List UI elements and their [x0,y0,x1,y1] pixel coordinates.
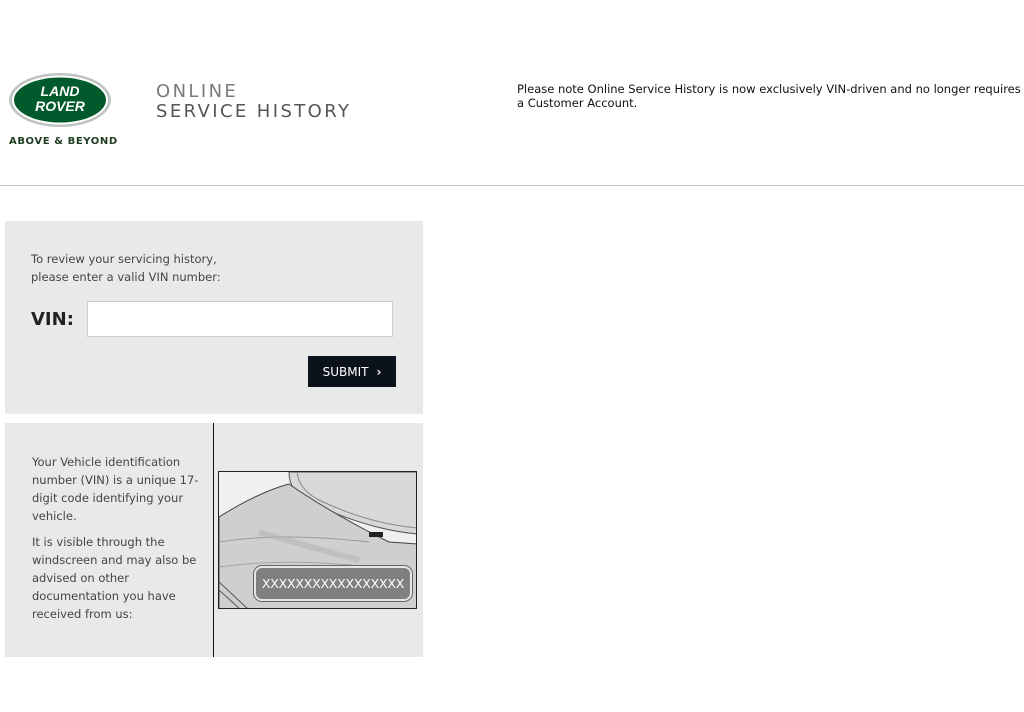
service-notice: Please note Online Service History is now exclusively VIN-driven and no longer requires a Customer Account. [517,82,1021,110]
svg-text:LAND: LAND [40,83,80,99]
page-title [156,82,351,122]
vin-intro-text [31,250,291,286]
chevron-right-icon: › [376,364,382,379]
svg-text:ROVER: ROVER [35,98,85,114]
submit-button[interactable] [308,356,396,387]
land-rover-logo[interactable] [8,72,114,130]
land-rover-logo-graphic [8,72,114,130]
vin-info-paragraph-2: It is visible through the windscreen and may also be advised on other documentation you have received from us: [32,535,197,621]
vin-info-paragraph-1: Your Vehicle identification number (VIN) is a unique 17-digit code identifying your vehicle. [32,455,199,523]
vin-entry-panel [5,221,423,414]
panel-divider [213,423,214,657]
submit-label: SUBMIT [322,364,369,379]
vin-info-panel [5,423,423,657]
vin-label: VIN: [31,309,74,330]
vin-example-badge: XXXXXXXXXXXXXXXXX [254,566,412,601]
vin-info-text [32,453,202,631]
page-title-line2: SERVICE HISTORY [156,101,352,122]
page-header [0,0,1024,186]
vin-intro-line2: please enter a valid VIN number: [31,270,221,284]
vin-location-image [218,471,417,609]
vin-input[interactable] [87,301,393,337]
brand-tagline: ABOVE & BEYOND [9,136,118,147]
page-title-line1: ONLINE [156,81,239,102]
vin-intro-line1: To review your servicing history, [31,252,217,266]
